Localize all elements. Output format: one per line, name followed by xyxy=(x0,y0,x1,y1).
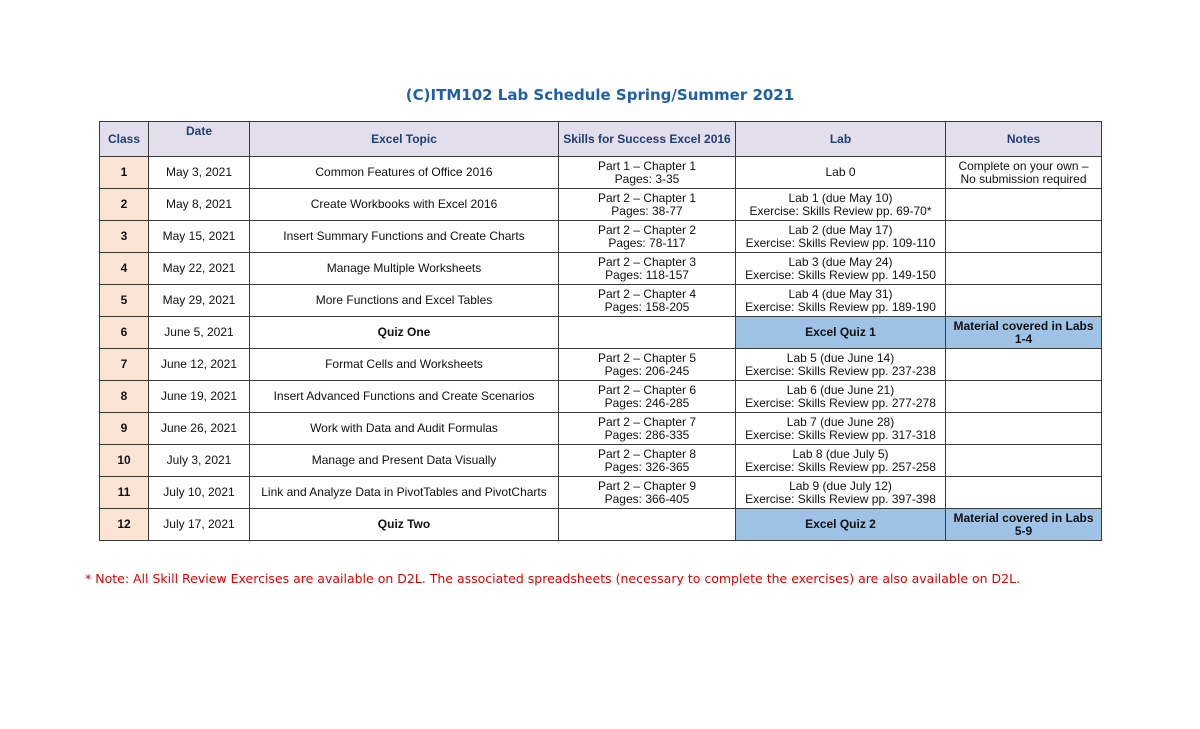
date-cell xyxy=(149,221,250,253)
table-row xyxy=(100,221,1102,253)
date-cell xyxy=(149,285,250,317)
notes-cell xyxy=(946,509,1102,541)
topic-cell xyxy=(250,189,559,221)
topic-cell xyxy=(250,285,559,317)
class-cell-line: 2 xyxy=(120,197,128,211)
lab-cell-line: Lab 9 (due July 12) xyxy=(789,478,892,493)
notes-cell xyxy=(946,381,1102,413)
skills-cell-line: Part 2 – Chapter 5 xyxy=(597,350,697,365)
lab-cell-line: Lab 5 (due June 14) xyxy=(786,350,895,365)
lab-cell-line: Lab 1 (due May 10) xyxy=(788,190,893,205)
class-cell xyxy=(100,317,149,349)
lab-cell-line: Excel Quiz 2 xyxy=(805,517,876,531)
class-cell-line: 5 xyxy=(120,293,128,307)
class-cell xyxy=(100,477,149,509)
lab-cell-line: Lab 2 (due May 17) xyxy=(788,222,893,237)
lab-cell xyxy=(736,477,946,509)
class-cell xyxy=(100,349,149,381)
notes-cell xyxy=(946,285,1102,317)
skills-cell-line: Pages: 3-35 xyxy=(614,171,680,186)
skills-cell-line: Pages: 78-117 xyxy=(608,235,686,250)
class-cell xyxy=(100,157,149,189)
date-cell-line: July 3, 2021 xyxy=(166,453,232,467)
skills-cell-line: Pages: 326-365 xyxy=(604,459,690,474)
lab-cell-line: Lab 8 (due July 5) xyxy=(792,446,889,461)
topic-cell xyxy=(250,413,559,445)
skills-cell-line: Part 2 – Chapter 6 xyxy=(597,382,697,397)
notes-cell-line: Material covered in Labs xyxy=(953,510,1094,525)
lab-cell-line: Lab 6 (due June 21) xyxy=(786,382,895,397)
topic-cell-line: Work with Data and Audit Formulas xyxy=(310,421,498,435)
date-cell xyxy=(149,509,250,541)
topic-cell-line: Create Workbooks with Excel 2016 xyxy=(310,197,498,211)
notes-cell xyxy=(946,317,1102,349)
lab-cell-line: Exercise: Skills Review pp. 149-150 xyxy=(745,267,936,282)
date-cell-line: June 5, 2021 xyxy=(164,325,234,339)
lab-cell-line: Lab 3 (due May 24) xyxy=(788,254,893,269)
table-row xyxy=(100,157,1102,189)
header-date: Date xyxy=(149,122,250,157)
date-cell xyxy=(149,445,250,477)
topic-cell-line: Insert Advanced Functions and Create Scenarios xyxy=(273,389,535,403)
skills-cell-line: Pages: 246-285 xyxy=(604,395,690,410)
header-notes: Notes xyxy=(946,122,1102,157)
lab-cell xyxy=(736,413,946,445)
date-cell-line: May 22, 2021 xyxy=(162,261,236,275)
table-row xyxy=(100,349,1102,381)
notes-cell xyxy=(946,413,1102,445)
lab-cell-line: Exercise: Skills Review pp. 237-238 xyxy=(745,363,936,378)
notes-cell xyxy=(946,157,1102,189)
topic-cell xyxy=(250,477,559,509)
lab-cell xyxy=(736,221,946,253)
header-row xyxy=(100,122,1102,157)
table-row xyxy=(100,253,1102,285)
topic-cell-line: More Functions and Excel Tables xyxy=(315,293,493,307)
table-row xyxy=(100,317,1102,349)
skills-cell xyxy=(559,477,736,509)
topic-cell xyxy=(250,157,559,189)
skills-cell xyxy=(559,189,736,221)
lab-cell-line: Exercise: Skills Review pp. 257-258 xyxy=(745,459,936,474)
lab-cell-line: Exercise: Skills Review pp. 109-110 xyxy=(745,235,936,250)
table-row xyxy=(100,381,1102,413)
class-cell-line: 4 xyxy=(120,261,128,275)
date-cell-line: June 26, 2021 xyxy=(160,421,238,435)
skills-cell-line: Part 1 – Chapter 1 xyxy=(597,158,697,173)
class-cell xyxy=(100,381,149,413)
class-cell xyxy=(100,285,149,317)
header-lab: Lab xyxy=(736,122,946,157)
class-cell-line: 1 xyxy=(120,165,128,179)
notes-cell xyxy=(946,445,1102,477)
class-cell xyxy=(100,189,149,221)
skills-cell xyxy=(559,413,736,445)
lab-cell-line: Exercise: Skills Review pp. 317-318 xyxy=(745,427,936,442)
class-cell-line: 11 xyxy=(117,485,131,499)
date-cell xyxy=(149,349,250,381)
lab-cell xyxy=(736,445,946,477)
skills-cell-line: Part 2 – Chapter 7 xyxy=(597,414,697,429)
class-cell xyxy=(100,509,149,541)
topic-cell xyxy=(250,253,559,285)
table-row xyxy=(100,285,1102,317)
skills-cell-line: Part 2 – Chapter 1 xyxy=(597,190,697,205)
topic-cell-line: Common Features of Office 2016 xyxy=(315,165,493,179)
skills-cell-line: Pages: 158-205 xyxy=(604,299,690,314)
topic-cell xyxy=(250,349,559,381)
class-cell-line: 7 xyxy=(120,357,128,371)
class-cell xyxy=(100,253,149,285)
skills-cell xyxy=(559,445,736,477)
notes-cell-line: Complete on your own – xyxy=(958,158,1089,173)
topic-cell xyxy=(250,445,559,477)
notes-cell xyxy=(946,349,1102,381)
topic-cell xyxy=(250,221,559,253)
table-row xyxy=(100,477,1102,509)
notes-cell xyxy=(946,189,1102,221)
notes-cell-line: 1-4 xyxy=(1014,331,1033,346)
skills-cell xyxy=(559,381,736,413)
topic-cell-line: Quiz Two xyxy=(377,517,431,531)
lab-cell-line: Lab 4 (due May 31) xyxy=(788,286,893,301)
lab-cell xyxy=(736,509,946,541)
lab-cell-line: Exercise: Skills Review pp. 189-190 xyxy=(745,299,936,314)
topic-cell xyxy=(250,317,559,349)
schedule-table xyxy=(99,121,1102,541)
skills-cell-line: Part 2 – Chapter 2 xyxy=(597,222,697,237)
class-cell-line: 10 xyxy=(117,453,131,467)
notes-cell-line: Material covered in Labs xyxy=(953,318,1094,333)
date-cell-line: July 10, 2021 xyxy=(163,485,235,499)
date-cell xyxy=(149,157,250,189)
class-cell-line: 6 xyxy=(120,325,128,339)
lab-cell-line: Excel Quiz 1 xyxy=(805,325,876,339)
skills-cell-line: Pages: 366-405 xyxy=(604,491,690,506)
skills-cell xyxy=(559,349,736,381)
table-row xyxy=(100,509,1102,541)
skills-cell-line: Pages: 38-77 xyxy=(611,203,683,218)
class-cell xyxy=(100,413,149,445)
lab-cell-line: Exercise: Skills Review pp. 277-278 xyxy=(745,395,936,410)
skills-cell-line: Part 2 – Chapter 9 xyxy=(597,478,697,493)
schedule-body xyxy=(100,157,1102,541)
lab-cell xyxy=(736,157,946,189)
skills-cell xyxy=(559,317,736,349)
date-cell xyxy=(149,381,250,413)
header-skills: Skills for Success Excel 2016 xyxy=(559,122,736,157)
lab-cell xyxy=(736,349,946,381)
topic-cell-line: Manage and Present Data Visually xyxy=(311,453,497,467)
notes-cell xyxy=(946,221,1102,253)
lab-cell-line: Exercise: Skills Review pp. 397-398 xyxy=(745,491,936,506)
skills-cell-line: Pages: 118-157 xyxy=(605,267,689,282)
table-row xyxy=(100,445,1102,477)
date-cell xyxy=(149,413,250,445)
skills-cell xyxy=(559,253,736,285)
skills-cell-line: Pages: 206-245 xyxy=(604,363,690,378)
lab-cell-line: Lab 7 (due June 28) xyxy=(786,414,895,429)
topic-cell-line: Format Cells and Worksheets xyxy=(325,357,483,371)
lab-cell-line: Exercise: Skills Review pp. 69-70* xyxy=(749,203,932,218)
date-cell-line: July 17, 2021 xyxy=(163,517,235,531)
date-cell-line: June 12, 2021 xyxy=(160,357,238,371)
date-cell xyxy=(149,477,250,509)
header-class: Class xyxy=(100,122,149,157)
lab-cell xyxy=(736,189,946,221)
date-cell-line: June 19, 2021 xyxy=(160,389,238,403)
class-cell-line: 3 xyxy=(120,229,128,243)
skills-cell xyxy=(559,221,736,253)
topic-cell xyxy=(250,381,559,413)
page-title: (C)ITM102 Lab Schedule Spring/Summer 2021 xyxy=(405,86,795,104)
table-row xyxy=(100,189,1102,221)
skills-cell-line: Part 2 – Chapter 8 xyxy=(597,446,697,461)
lab-cell xyxy=(736,381,946,413)
class-cell-line: 9 xyxy=(120,421,128,435)
skills-cell xyxy=(559,285,736,317)
lab-cell xyxy=(736,253,946,285)
date-cell xyxy=(149,253,250,285)
date-cell-line: May 29, 2021 xyxy=(162,293,236,307)
topic-cell-line: Insert Summary Functions and Create Charts xyxy=(283,229,525,243)
date-cell-line: May 8, 2021 xyxy=(165,197,233,211)
date-cell xyxy=(149,189,250,221)
class-cell-line: 8 xyxy=(120,389,128,403)
date-cell xyxy=(149,317,250,349)
topic-cell-line: Link and Analyze Data in PivotTables and PivotCharts xyxy=(261,485,547,499)
class-cell xyxy=(100,445,149,477)
skills-cell-line: Part 2 – Chapter 3 xyxy=(597,254,697,269)
lab-cell-line: Lab 0 xyxy=(825,165,856,179)
topic-cell-line: Manage Multiple Worksheets xyxy=(326,261,482,275)
skills-cell-line: Pages: 286-335 xyxy=(604,427,690,442)
date-cell-line: May 3, 2021 xyxy=(165,165,233,179)
skills-cell-line: Part 2 – Chapter 4 xyxy=(597,286,697,301)
lab-cell xyxy=(736,317,946,349)
notes-cell xyxy=(946,477,1102,509)
notes-cell-line: 5-9 xyxy=(1014,523,1033,538)
lab-cell xyxy=(736,285,946,317)
notes-cell xyxy=(946,253,1102,285)
footnote: * Note: All Skill Review Exercises are available on D2L. The associated spreadsheets (necessary to complete the exercises) are also available on D2L. xyxy=(85,571,1021,586)
skills-cell xyxy=(559,509,736,541)
class-cell xyxy=(100,221,149,253)
class-cell-line: 12 xyxy=(117,517,131,531)
skills-cell xyxy=(559,157,736,189)
notes-cell-line: No submission required xyxy=(960,171,1087,186)
header-topic: Excel Topic xyxy=(250,122,559,157)
date-cell-line: May 15, 2021 xyxy=(162,229,236,243)
table-row xyxy=(100,413,1102,445)
topic-cell xyxy=(250,509,559,541)
topic-cell-line: Quiz One xyxy=(377,325,431,339)
